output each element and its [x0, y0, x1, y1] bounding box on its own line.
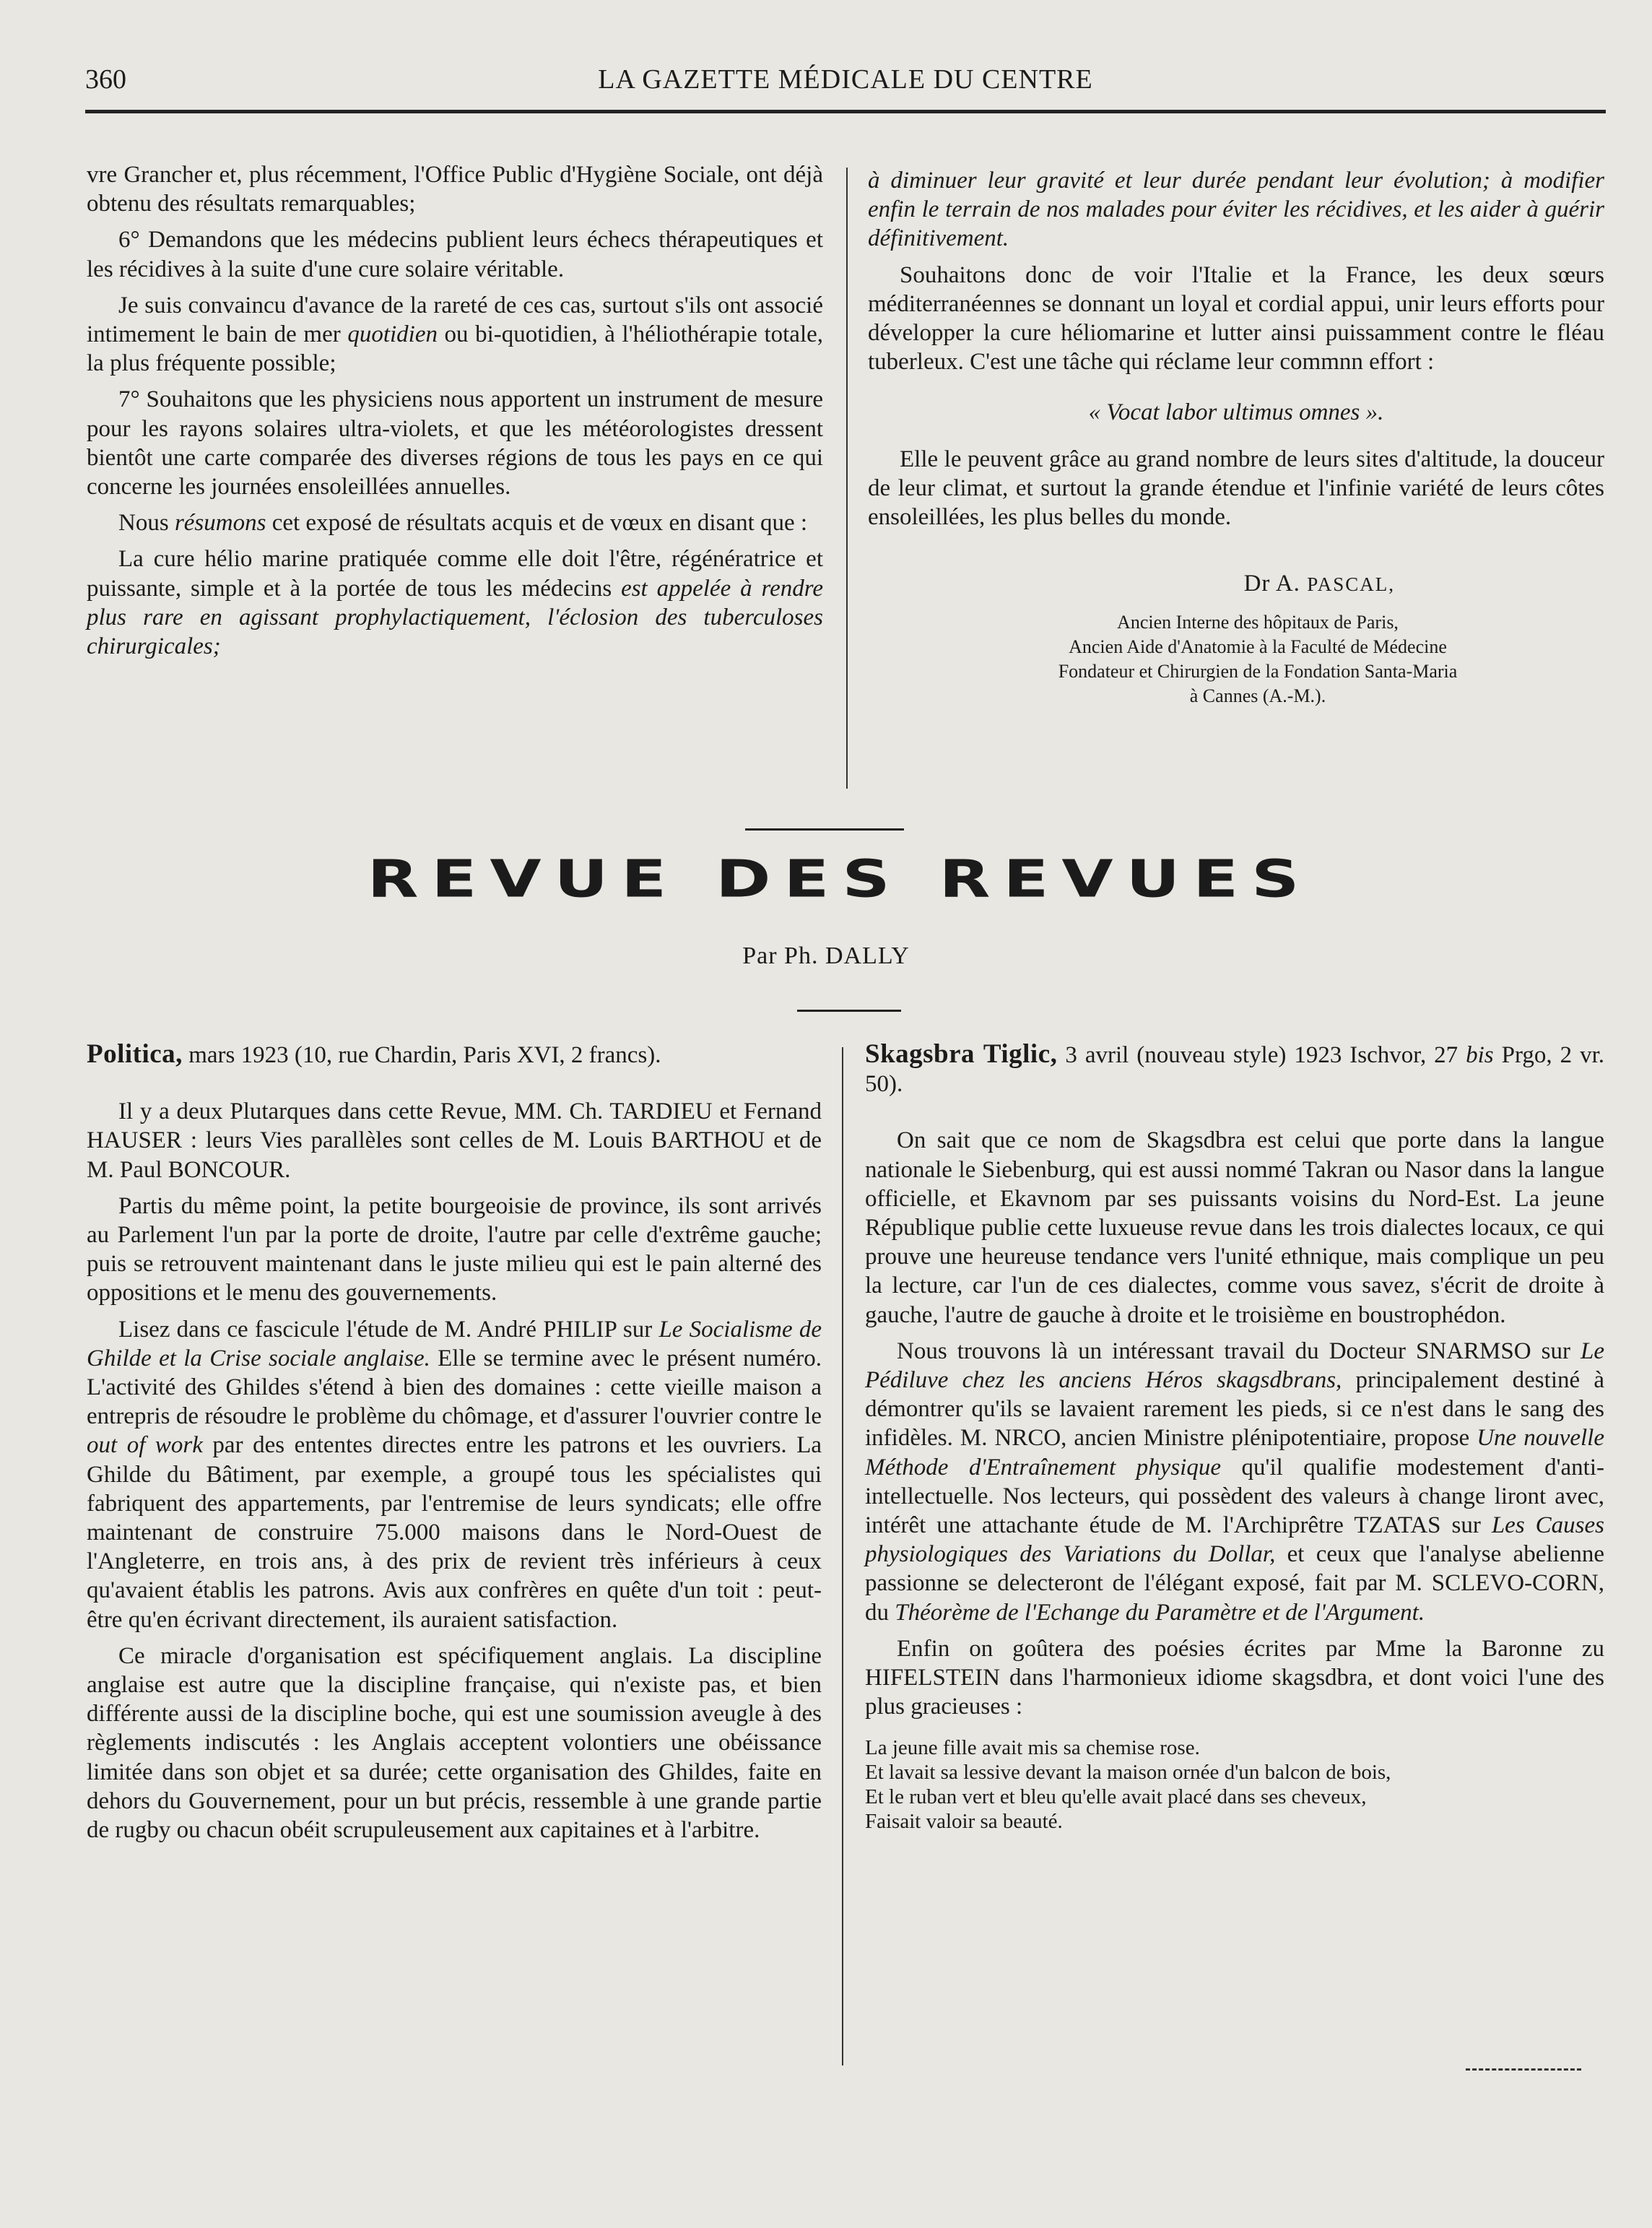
- review-paragraph: Enfin on goûtera des poésies écrites par Mme la Baronne zu HIFELSTEIN dans l'harmonieux idiome skagsdbra, et dont voici l'une des plus gracieuses :: [865, 1635, 1604, 1720]
- page-number: 360: [85, 64, 126, 95]
- column-divider: [842, 1047, 843, 2066]
- column-divider: [846, 168, 848, 789]
- review-heading: Politica, mars 1923 (10, rue Chardin, Paris XVI, 2 francs).: [87, 1039, 661, 1069]
- review-paragraph: Nous trouvons là un intéressant travail du Docteur SNARMSO sur Le Pédiluve chez les anciens Héros skagsdbrans, principalement destiné à démontrer qu'ils se lavaient rarement les pieds, si ce n'est dans le sang des infidèles. M. NRCO, ancien Ministre plénipotentiaire, propose Une nouvelle Méthode d'Entraînement physique qu'il qualifie modestement d'anti-intellectuelle. Nos lecteurs, qui possèdent des valeurs à change liront avec, intérêt une attachante étude de M. l'Archiprêtre TZATAS sur Les Causes physiologiques des Variations du Dollar, et ceux que l'analyse abelienne passionne se delecteront de l'élégant exposé, fait par M. SCLEVO-CORN, du Théorème de l'Echange du Paramètre et de l'Argument.: [865, 1338, 1604, 1626]
- article-paragraph: Nous résumons cet exposé de résultats acquis et de vœux en disant que :: [118, 510, 808, 537]
- article-paragraph: vre Grancher et, plus récemment, l'Office Public d'Hygiène Sociale, ont déjà obtenu des résultats remarquables;: [87, 162, 823, 217]
- review-paragraph: On sait que ce nom de Skagsdbra est celui que porte dans la langue nationale le Siebenburg, qui est aussi nommé Takran ou Nasor dans la langue officielle, et Ekavnom par ses puissants voisins du Nord-Est. La jeune République publie cette luxueuse revue dans les trois dialectes locaux, ce qui prouve une heureuse tendance vers l'unité ethnique, mais complique un peu la lecture, car l'un de ces dialectes, comme vous savez, s'écrit de droite à gauche, l'autre de gauche à droite et le troisième en boustrophédon.: [865, 1127, 1604, 1328]
- article-paragraph: La cure hélio marine pratiquée comme elle doit l'être, régénératrice et puissante, simple et à la portée de tous les médecins est appelée à rendre plus rare en agissant prophylactiquement, l'éclosion des tuberculoses chirurgicales;: [87, 546, 824, 660]
- review-paragraph: Il y a deux Plutarques dans cette Revue, MM. Ch. TARDIEU et Fernand HAUSER : leurs Vies parallèles sont celles de M. Louis BARTHOU et de M. Paul BONCOUR.: [87, 1098, 822, 1183]
- article-paragraph: 7° Souhaitons que les physiciens nous apportent un instrument de mesure pour les rayons solaires ultra-violets, et que les météorologistes dressent bientôt une carte comparée des diverses régions de tous les pays en ce qui concerne les journées ensoleillées annuelles.: [87, 386, 823, 500]
- article-paragraph: Elle le peuvent grâce au grand nombre de leurs sites d'altitude, la douceur de leur climat, et surtout la grande étendue et l'infinie variété de leurs côtes ensoleillées, les plus belles du monde.: [868, 446, 1604, 531]
- review-paragraph: Ce miracle d'organisation est spécifiquement anglais. La discipline anglaise est autre que la discipline française, qui n'existe pas, et bien différente aussi de la discipline boche, qui est une soumission aveugle à des règlements indiscutés : les Anglais acceptent volontiers une obéissance limitée dans son objet et sa durée; cette organisation des Ghildes, faite en dehors du Gouvernement, pour un but précis, ressemble à une grande partie de rugby ou chacun obéit scrupuleusement aux capitaines et à l'arbitre.: [87, 1642, 822, 1844]
- continuation-rule: [1466, 2068, 1581, 2071]
- poem: [865, 1735, 1604, 1834]
- review-paragraph: Partis du même point, la petite bourgeoisie de province, ils sont arrivés au Parlement l'un par la porte de droite, l'autre par celle d'extrême gauche; puis se retrouvent maintenant dans le juste milieu qui est le pain alterné des oppositions et le menu des gouvernements.: [87, 1192, 822, 1306]
- header-rule: [85, 110, 1606, 113]
- poem-line: Et le ruban vert et bleu qu'elle avait placé dans ses cheveux,: [865, 1785, 1367, 1809]
- article-left-column: [87, 160, 823, 668]
- author-signature: Dr A. PASCAL,: [1243, 571, 1395, 597]
- review-paragraph: Lisez dans ce fascicule l'étude de M. André PHILIP sur Le Socialisme de Ghilde et la Crise sociale anglaise. Elle se termine avec le présent numéro. L'activité des Ghildes s'étend à bien des domaines : cette vieille maison a entrepris de résoudre le problème du chômage, et d'assurer l'ouvrier contre le out of work par des ententes directes entre les patrons et les ouvriers. La Ghilde du Bâtiment, par exemple, a groupé tous les spécialistes qui fabriquent des appartements, par l'entremise de leurs syndicats; elle offre maintenant de construire 75.000 maisons dans le Nord-Ouest de l'Angleterre, en trois ans, à des prix de revient très inférieurs à ceux qu'avaient établis les patrons. Avis aux confrères en quête d'un toit : peut-être qu'en écrivant directement, ils auraient satisfaction.: [87, 1316, 822, 1633]
- author-credentials: Ancien Interne des hôpitaux de Paris, Ancien Aide d'Anatomie à la Faculté de Médecine Fondateur et Chirurgien de la Fondation Santa-Maria à Cannes (A.-M.).: [1058, 612, 1458, 707]
- section-rule: [797, 1010, 901, 1012]
- running-head: [85, 64, 1606, 100]
- article-paragraph: à diminuer leur gravité et leur durée pendant leur évolution; à modifier enfin le terrain de nos malades pour éviter les récidives, et les aider à guérir définitivement.: [868, 168, 1604, 252]
- article-paragraph: Souhaitons donc de voir l'Italie et la France, les deux sœurs méditerranéennes se donnant un loyal et cordial appui, unir leurs efforts pour développer la cure héliomarine et lutter ainsi puissamment contre le fléau tuberleux. C'est une tâche qui réclame leur commnn effort :: [868, 261, 1604, 376]
- section-byline: Par Ph. DALLY: [742, 942, 910, 969]
- latin-quote: « Vocat labor ultimus omnes ».: [1088, 399, 1384, 426]
- poem-line: Et lavait sa lessive devant la maison ornée d'un balcon de bois,: [865, 1761, 1391, 1785]
- review-right-column: [865, 1040, 1604, 1834]
- section-title: REVUE DES REVUES: [367, 849, 1313, 909]
- poem-line: Faisait valoir sa beauté.: [865, 1810, 1063, 1834]
- article-paragraph: 6° Demandons que les médecins publient leurs échecs thérapeutiques et les récidives à la suite d'une cure solaire véritable.: [87, 227, 823, 282]
- section-rule: [745, 828, 904, 831]
- review-heading: Skagsbra Tiglic, 3 avril (nouveau style) 1923 Ischvor, 27 bis Prgo, 2 vr. 50).: [865, 1039, 1604, 1098]
- article-right-column: [868, 166, 1604, 708]
- poem-line: La jeune fille avait mis sa chemise rose.: [865, 1736, 1200, 1760]
- article-paragraph: Je suis convaincu d'avance de la rareté de ces cas, surtout s'ils ont associé intimement le bain de mer quotidien ou bi-quotidien, à l'héliothérapie totale, la plus fréquente possible;: [87, 292, 824, 377]
- journal-title: LA GAZETTE MÉDICALE DU CENTRE: [598, 64, 1093, 95]
- review-left-column: [87, 1040, 822, 1852]
